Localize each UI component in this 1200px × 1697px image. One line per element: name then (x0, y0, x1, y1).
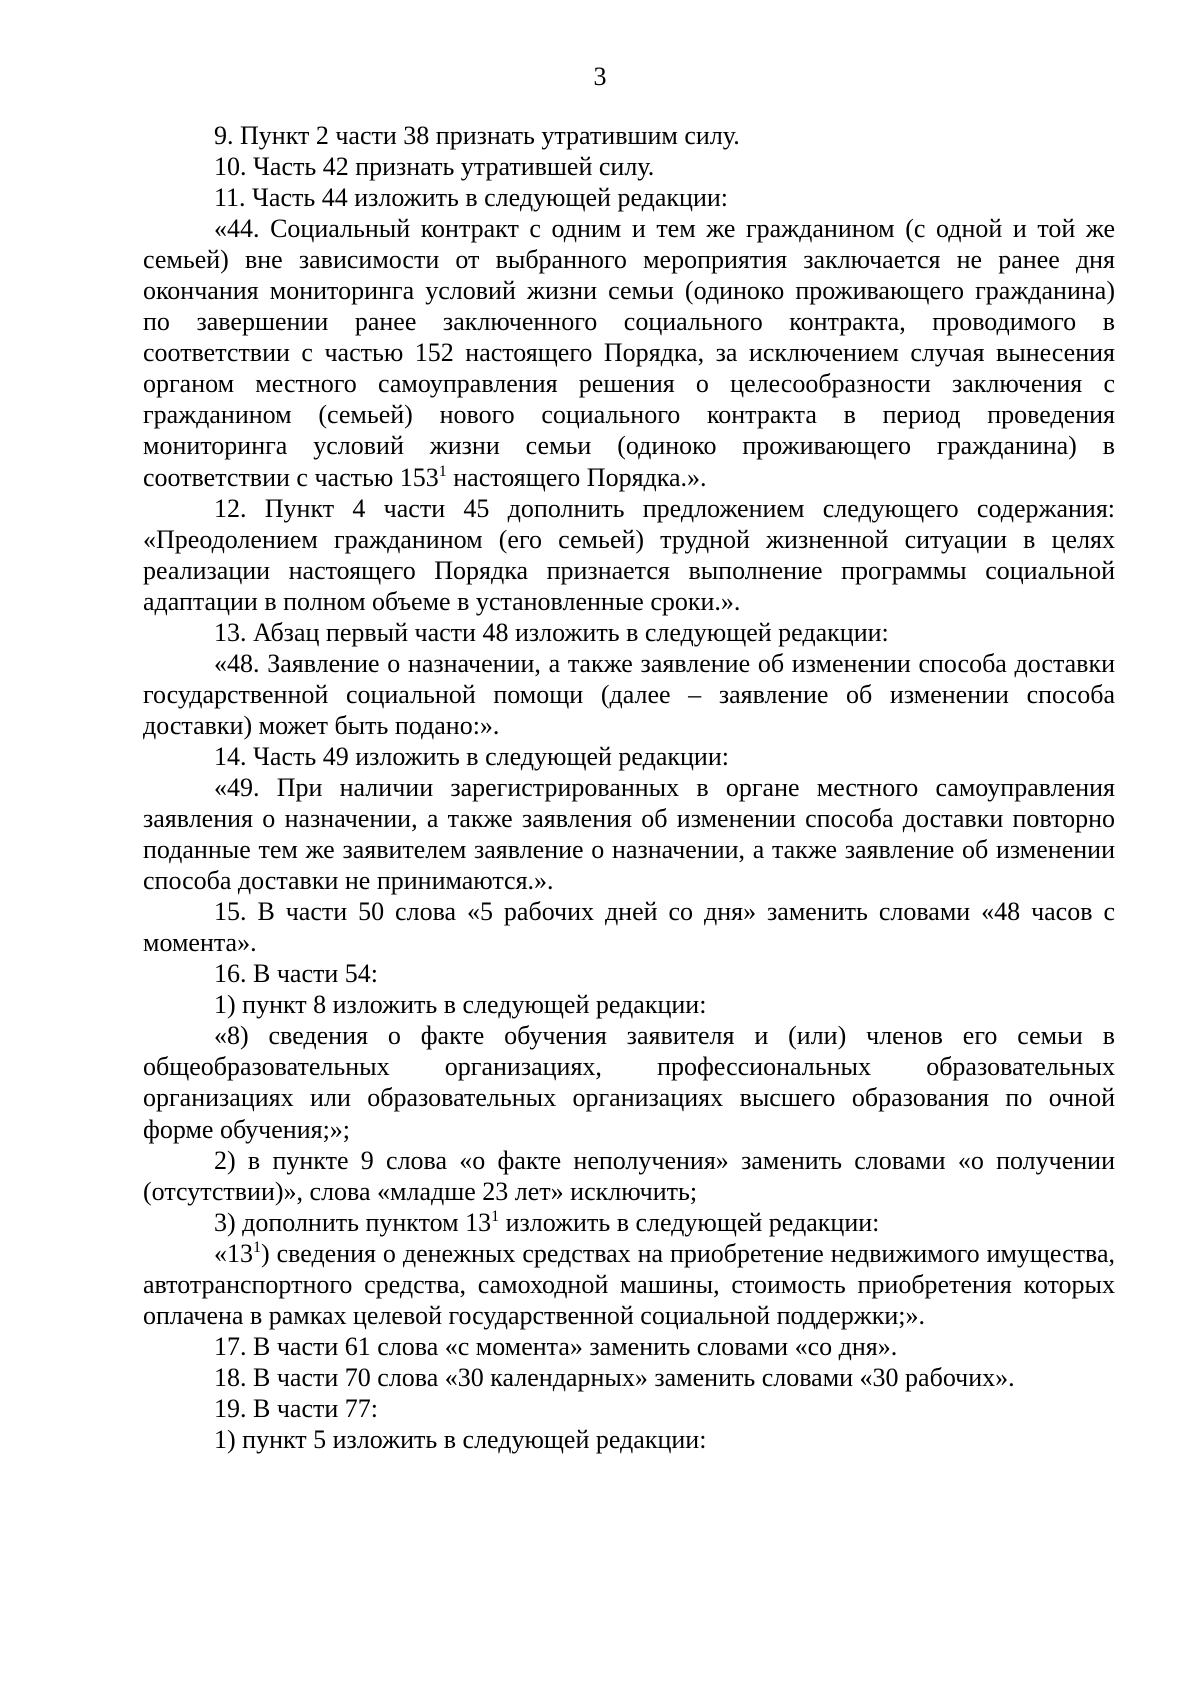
paragraph: 10. Часть 42 признать утратившей силу. (214, 152, 655, 182)
paragraph: «48. Заявление о назначении, а также заявление об изменении способа доставки государственной социальной помощи (далее – заявление об изменении способа доставки) может быть подано:». (143, 648, 1115, 740)
page-number: 3 (593, 62, 607, 91)
paragraph: 1) пункт 5 изложить в следующей редакции: (214, 1424, 707, 1454)
superscript: 1 (253, 1238, 261, 1256)
paragraph: 14. Часть 49 изложить в следующей редакции: (214, 741, 729, 771)
paragraph: «$13^1$) сведения о денежных средствах на приобретение недвижимого имущества, автотранспортного средства, самоходной машины, стоимость приобретения которых оплачена в рамках целевой государственной социальной поддержки;». (143, 1238, 1115, 1330)
paragraph: «44. Социальный контракт с одним и тем же гражданином (с одной и той же семьей) вне зависимости от выбранного мероприятия заключается не ранее дня окончания мониторинга условий жизни семьи (одиноко проживающего гражданина) по завершении ранее заключенного социального контракта, проводимого в соответствии с частью 152 настоящего Порядка, за исключением случая вынесения органом местного самоуправления решения о целесообразности заключения с гражданином (семьей) нового социального контракта в период проведения мониторинга условий жизни семьи (одиноко проживающего гражданина) в соответствии с частью $153^1$ настоящего Порядка.». (143, 214, 1115, 492)
paragraph: 19. В части 77: (214, 1393, 378, 1423)
paragraph: 18. В части 70 слова «30 календарных» заменить словами «30 рабочих». (214, 1362, 1015, 1392)
paragraph: 13. Абзац первый части 48 изложить в следующей редакции: (214, 617, 889, 647)
paragraph: 11. Часть 44 изложить в следующей редакции: (214, 183, 729, 213)
paragraph: «8) сведения о факте обучения заявителя и (или) членов его семьи в общеобразовательных организациях, профессиональных образовательных организациях или образовательных организациях высшего образования по очной форме обучения;»; (143, 1021, 1115, 1144)
document-body (143, 120, 1115, 1455)
paragraph: 12. Пункт 4 части 45 дополнить предложением следующего содержания: «Преодолением гражданином (его семьей) трудной жизненной ситуации в целях реализации настоящего Порядка признается выполнение программы социальной адаптации в полном объеме в установленные сроки.». (143, 493, 1115, 616)
paragraph: 16. В части 54: (214, 959, 378, 989)
superscript: 1 (491, 1207, 500, 1225)
paragraph: 15. В части 50 слова «5 рабочих дней со дня» заменить словами «48 часов с момента». (143, 897, 1115, 958)
paragraph: 2) в пункте 9 слова «о факте неполучения» заменить словами «о получении (отсутствии)», слова «младше 23 лет» исключить; (143, 1145, 1115, 1206)
paragraph: 9. Пункт 2 части 38 признать утратившим силу. (214, 121, 740, 150)
superscript: 1 (438, 462, 447, 480)
paragraph: 3) дополнить пунктом $13^1$ изложить в следующей редакции: (214, 1207, 880, 1237)
paragraph: «49. При наличии зарегистрированных в органе местного самоуправления заявления о назначении, а также заявления об изменении способа доставки повторно поданные тем же заявителем заявление о назначении, а также заявление об изменении способа доставки не принимаются.». (143, 772, 1115, 896)
paragraph: 17. В части 61 слова «с момента» заменить словами «со дня». (214, 1331, 898, 1361)
paragraph: 1) пункт 8 изложить в следующей редакции: (214, 990, 707, 1020)
